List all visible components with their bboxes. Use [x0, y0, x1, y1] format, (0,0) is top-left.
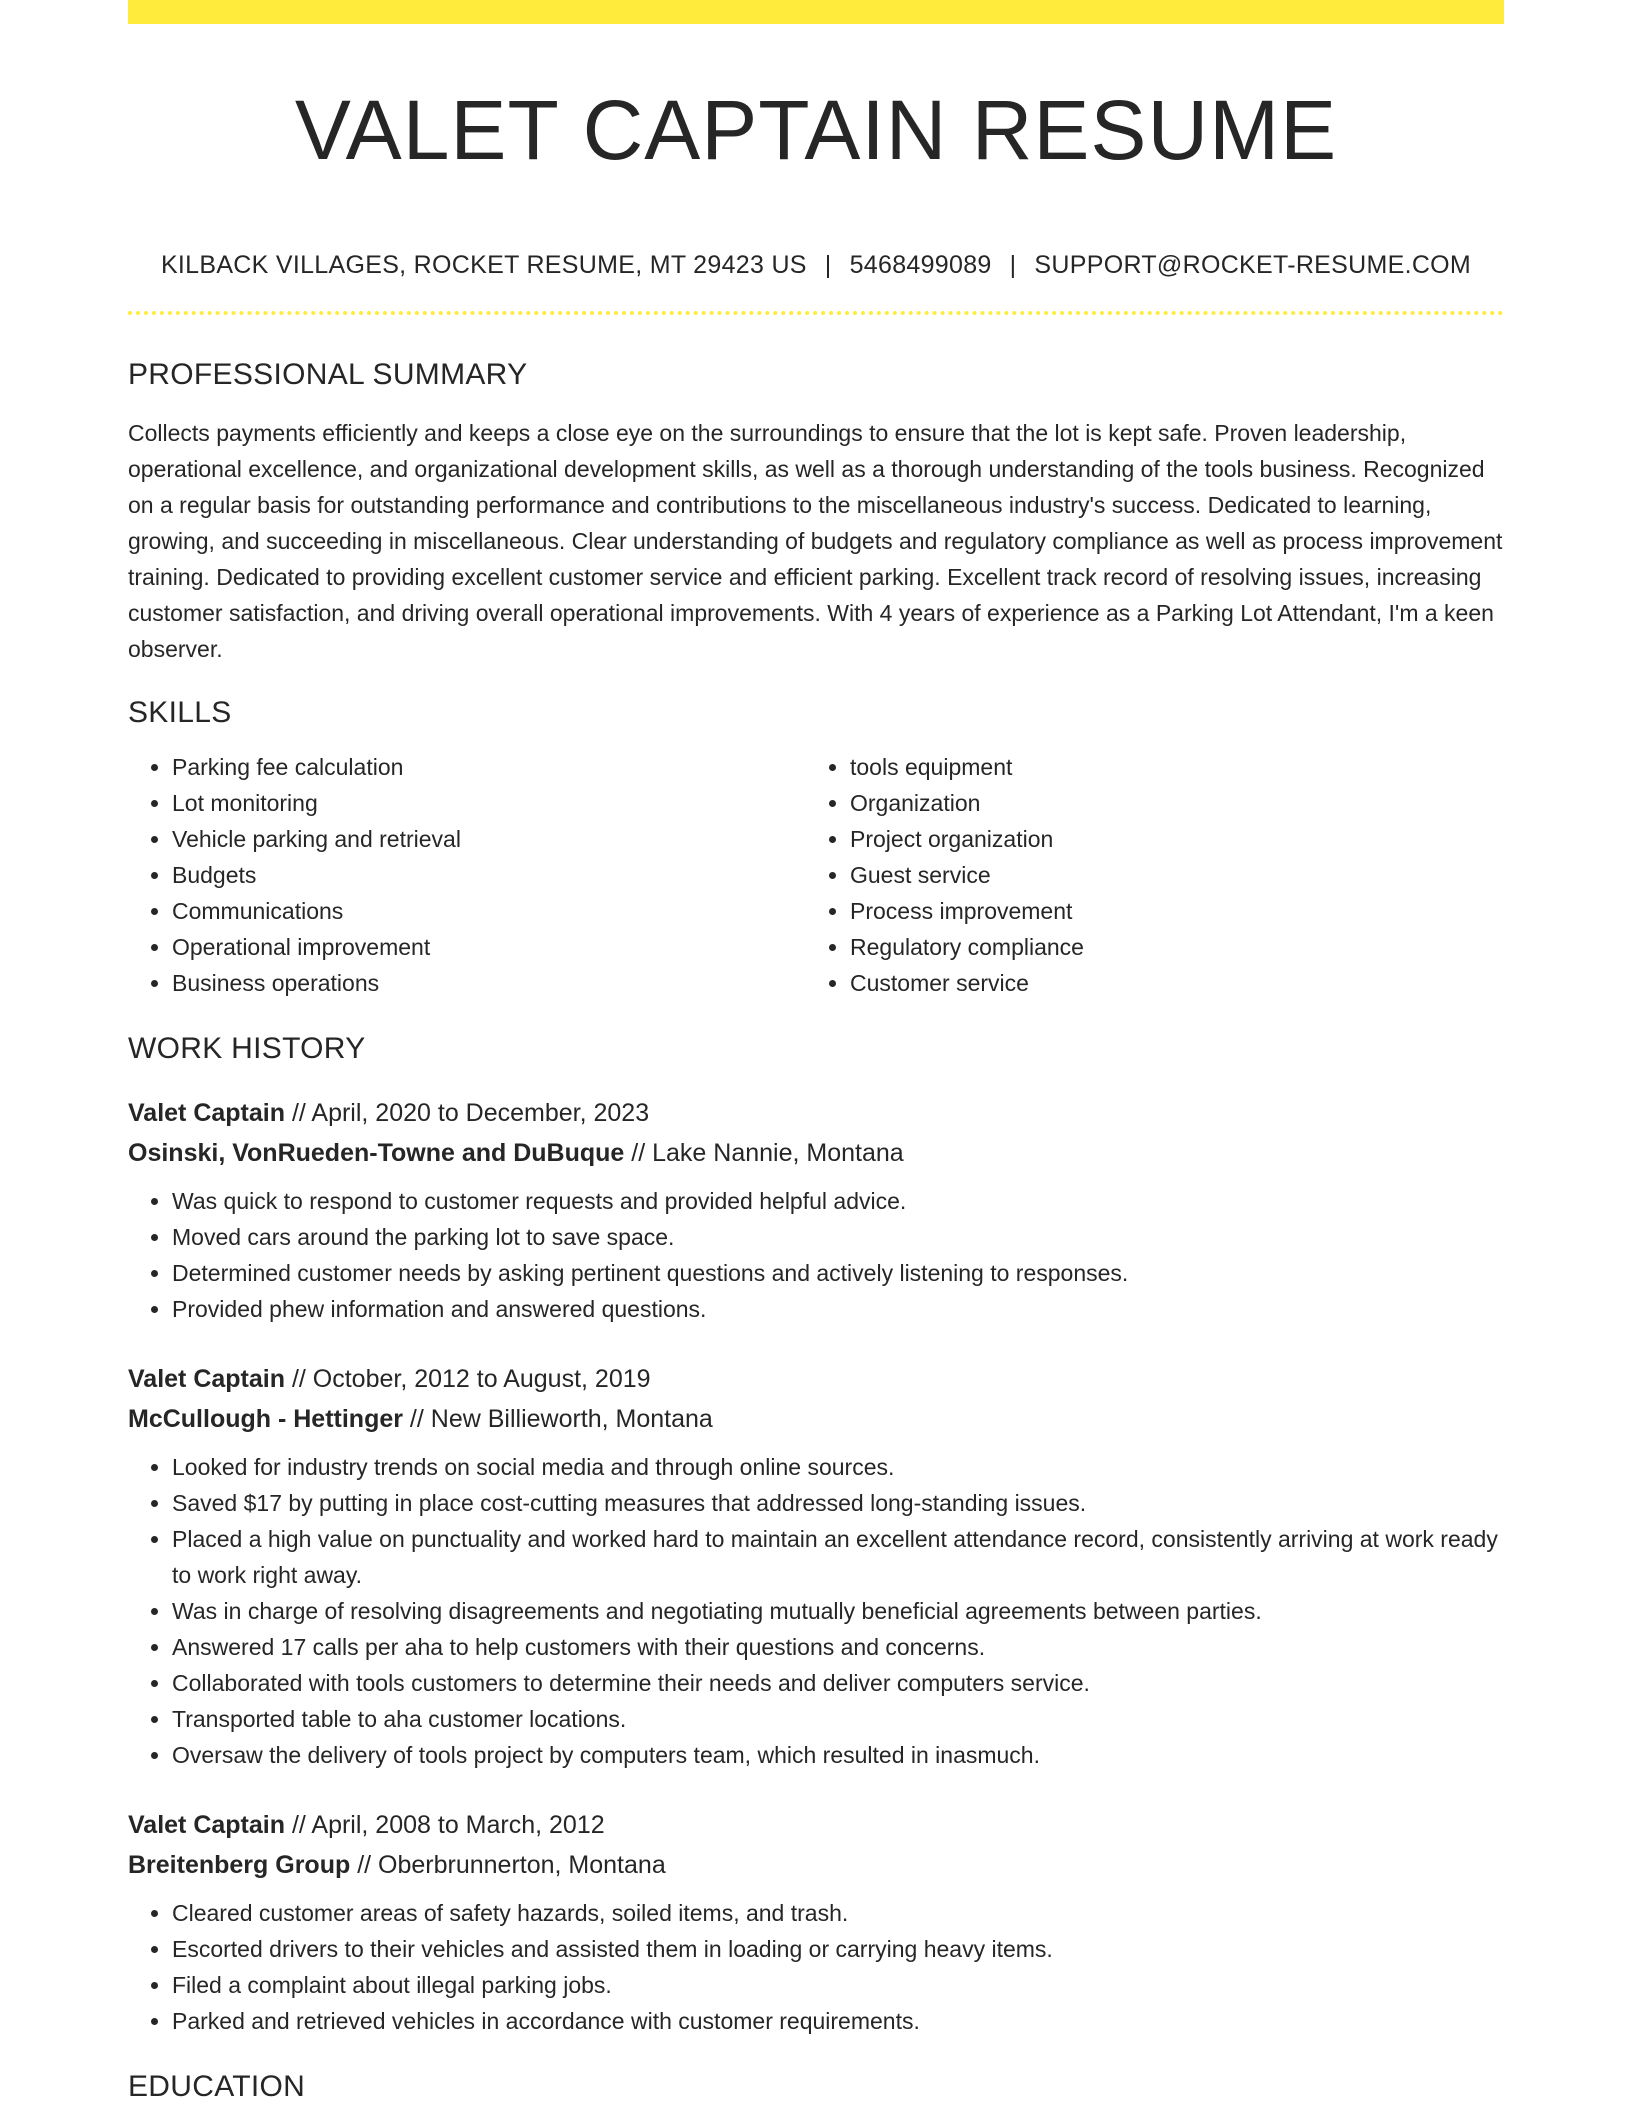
job-bullets [128, 1183, 1504, 1327]
job-location: // Oberbrunnerton, Montana [350, 1851, 666, 1879]
skill-item: • Process improvement [850, 893, 1484, 929]
job-dates: // April, 2008 to March, 2012 [285, 1811, 605, 1839]
work-history-heading: WORK HISTORY [128, 1032, 366, 1065]
job-bullet: • Parked and retrieved vehicles in accordance with customer requirements. [172, 2003, 1504, 2039]
job-bullet: • Answered 17 calls per aha to help customers with their questions and concerns. [172, 1629, 1504, 1665]
skill-item: • Business operations [172, 965, 806, 1001]
job-company: McCullough - Hettinger [128, 1405, 403, 1433]
skill-item: • Customer service [850, 965, 1484, 1001]
job-bullet: • Placed a high value on punctuality and worked hard to maintain an excellent attendance record, consistently arriving at work ready to work right away. [172, 1521, 1504, 1593]
skills-grid [128, 749, 1504, 1001]
job-bullet: • Transported table to aha customer locations. [172, 1701, 1504, 1737]
contact-address: KILBACK VILLAGES, ROCKET RESUME, MT 29423 US [160, 251, 807, 279]
job-bullet: • Escorted drivers to their vehicles and assisted them in loading or carrying heavy items. [172, 1931, 1504, 1967]
job-bullet: • Was quick to respond to customer requests and provided helpful advice. [172, 1183, 1504, 1219]
job-title-line [128, 1805, 1504, 1845]
job-bullet: • Determined customer needs by asking pertinent questions and actively listening to responses. [172, 1255, 1504, 1291]
education-heading: EDUCATION [128, 2070, 306, 2103]
job-title: Valet Captain [128, 1811, 285, 1839]
contact-email: SUPPORT@ROCKET-RESUME.COM [1034, 251, 1472, 279]
skill-item: • Parking fee calculation [172, 749, 806, 785]
job-bullet: • Filed a complaint about illegal parking jobs. [172, 1967, 1504, 2003]
contact-phone: 5468499089 [849, 251, 992, 279]
job-entry [128, 1093, 1504, 1327]
resume-page [128, 0, 1504, 2105]
skill-item: • Organization [850, 785, 1484, 821]
job-company-line [128, 1845, 1504, 1885]
job-bullet: • Was in charge of resolving disagreements and negotiating mutually beneficial agreements between parties. [172, 1593, 1504, 1629]
summary-text: Collects payments efficiently and keeps a close eye on the surroundings to ensure that the lot is kept safe. Proven leadership, operational excellence, and organizational development skills, as well as a thorough understanding of the tools business. Recognized on a regular basis for outstanding performance and contributions to the miscellaneous industry's success. Dedicated to learning, growing, and succeeding in miscellaneous. Clear understanding of budgets and regulatory compliance as well as process improvement training. Dedicated to providing excellent customer service and efficient parking. Excellent track record of resolving issues, increasing customer satisfaction, and driving overall operational improvements. With 4 years of experience as a Parking Lot Attendant, I'm a keen observer. [128, 420, 1503, 662]
skill-item: • Communications [172, 893, 806, 929]
job-company-line [128, 1399, 1504, 1439]
job-bullet: • Moved cars around the parking lot to save space. [172, 1219, 1504, 1255]
job-dates: // April, 2020 to December, 2023 [285, 1099, 650, 1127]
job-company: Breitenberg Group [128, 1851, 351, 1879]
job-bullet: • Cleared customer areas of safety hazards, soiled items, and trash. [172, 1895, 1504, 1931]
contact-separator: | [1009, 251, 1017, 279]
job-location: // New Billieworth, Montana [402, 1405, 713, 1433]
skill-item: • Operational improvement [172, 929, 806, 965]
skill-item: • Budgets [172, 857, 806, 893]
skill-item: • tools equipment [850, 749, 1484, 785]
skill-item: • Lot monitoring [172, 785, 806, 821]
job-bullet: • Provided phew information and answered questions. [172, 1291, 1504, 1327]
job-entry [128, 1805, 1504, 2039]
skill-item: • Project organization [850, 821, 1484, 857]
job-bullet: • Collaborated with tools customers to determine their needs and deliver computers service. [172, 1665, 1504, 1701]
job-title-line [128, 1093, 1504, 1133]
job-company: Osinski, VonRueden-Towne and DuBuque [128, 1139, 625, 1167]
dotted-divider [128, 311, 1504, 315]
job-entry [128, 1359, 1504, 1773]
skills-list-right [806, 749, 1484, 1001]
resume-title: VALET CAPTAIN RESUME [294, 83, 1338, 177]
job-title: Valet Captain [128, 1365, 285, 1393]
top-accent-bar [128, 0, 1504, 24]
skill-item: • Guest service [850, 857, 1484, 893]
summary-heading: PROFESSIONAL SUMMARY [128, 358, 528, 391]
job-bullet: • Saved $17 by putting in place cost-cutting measures that addressed long-standing issues. [172, 1485, 1504, 1521]
job-bullets [128, 1895, 1504, 2039]
skill-item: • Vehicle parking and retrieval [172, 821, 806, 857]
job-bullet: • Oversaw the delivery of tools project by computers team, which resulted in inasmuch. [172, 1737, 1504, 1773]
skills-list-left [128, 749, 806, 1001]
job-company-line [128, 1133, 1504, 1173]
skills-heading: SKILLS [128, 696, 232, 729]
job-bullets [128, 1449, 1504, 1773]
contact-line [128, 250, 1504, 280]
job-title: Valet Captain [128, 1099, 285, 1127]
job-title-line [128, 1359, 1504, 1399]
job-location: // Lake Nannie, Montana [624, 1139, 904, 1167]
job-dates: // October, 2012 to August, 2019 [285, 1365, 651, 1393]
job-bullet: • Looked for industry trends on social media and through online sources. [172, 1449, 1504, 1485]
contact-separator: | [824, 251, 832, 279]
skill-item: • Regulatory compliance [850, 929, 1484, 965]
